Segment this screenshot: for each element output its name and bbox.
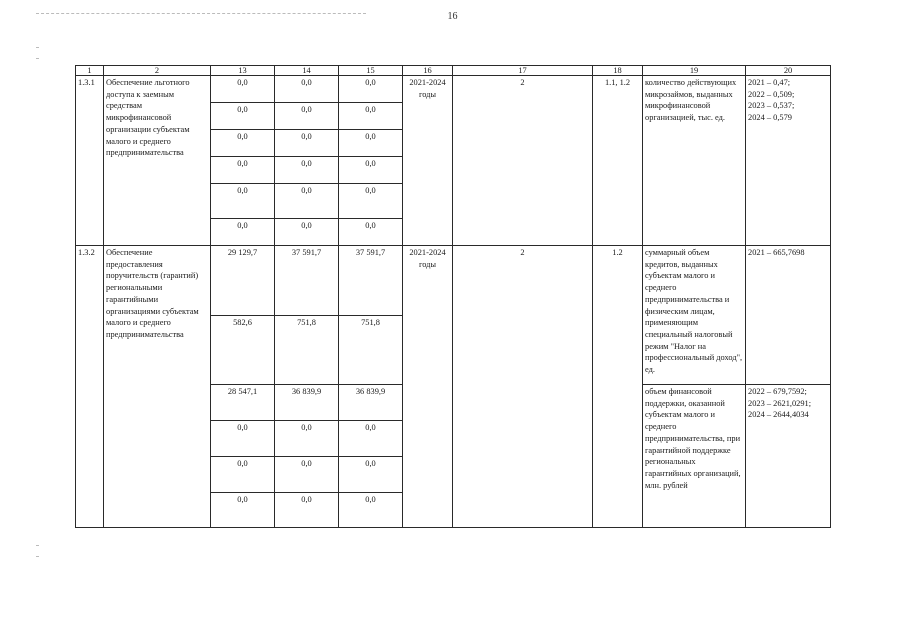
value-cell: 0,0 <box>339 421 403 457</box>
value-cell: 0,0 <box>339 493 403 528</box>
target-cell <box>746 246 831 385</box>
margin-mark <box>36 47 39 48</box>
value-cell: 0,0 <box>275 219 339 246</box>
value-cell: 0,0 <box>339 457 403 493</box>
table-row <box>76 76 831 103</box>
indicator-cell: суммарный объем кредитов, выданных субъектам малого и среднего предпринимательства и физическим лицам, применяющим специальный налоговый режим "Налог на профессиональный доход", ед. <box>643 246 746 385</box>
indicator-cell: количество действующих микрозаймов, выданных микрофинансовой организацией, тыс. ед. <box>643 76 746 246</box>
value-cell: 0,0 <box>211 130 275 157</box>
period-cell: 2021-2024 годы <box>403 246 453 528</box>
value-cell: 0,0 <box>339 76 403 103</box>
target-cell <box>746 76 831 246</box>
item-number: 1.3.2 <box>76 246 104 528</box>
value-cell: 751,8 <box>275 316 339 385</box>
value-cell: 0,0 <box>275 103 339 130</box>
col18-cell: 1.1, 1.2 <box>593 76 643 246</box>
margin-mark <box>36 545 39 546</box>
value-cell: 0,0 <box>275 184 339 219</box>
margin-mark <box>36 58 39 59</box>
value-cell: 0,0 <box>211 157 275 184</box>
col17-cell: 2 <box>453 246 593 528</box>
value-cell: 36 839,9 <box>275 385 339 421</box>
value-cell: 0,0 <box>275 421 339 457</box>
col18-cell: 1.2 <box>593 246 643 528</box>
target-value: 2022 – 679,7592; <box>748 387 807 396</box>
value-cell: 0,0 <box>339 130 403 157</box>
header-row <box>76 66 831 76</box>
table-row <box>76 246 831 316</box>
target-value: 2024 – 2644,4034 <box>748 410 809 420</box>
target-value: 2021 – 0,47; <box>748 78 791 87</box>
item-name: Обеспечение льготного доступа к заемным средствам микрофинансовой организации субъектам малого и среднего предпринимательства <box>104 76 211 246</box>
col17-cell: 2 <box>453 76 593 246</box>
target-cell <box>746 385 831 528</box>
value-cell: 0,0 <box>275 493 339 528</box>
value-cell: 0,0 <box>211 219 275 246</box>
value-cell: 0,0 <box>211 103 275 130</box>
period-cell: 2021-2024 годы <box>403 76 453 246</box>
value-cell: 36 839,9 <box>339 385 403 421</box>
value-cell: 37 591,7 <box>339 246 403 316</box>
value-cell: 0,0 <box>211 421 275 457</box>
header-cell: 14 <box>275 66 339 76</box>
value-cell: 0,0 <box>339 184 403 219</box>
program-table <box>75 65 831 528</box>
page-number: 16 <box>447 11 458 22</box>
value-cell: 0,0 <box>275 457 339 493</box>
header-cell: 1 <box>76 66 104 76</box>
value-cell: 582,6 <box>211 316 275 385</box>
value-cell: 0,0 <box>275 157 339 184</box>
header-cell: 19 <box>643 66 746 76</box>
header-cell: 17 <box>453 66 593 76</box>
value-cell: 37 591,7 <box>275 246 339 316</box>
scan-artifact-line <box>36 13 366 14</box>
header-cell: 15 <box>339 66 403 76</box>
item-number: 1.3.1 <box>76 76 104 246</box>
margin-mark <box>36 556 39 557</box>
header-cell: 16 <box>403 66 453 76</box>
target-value: 2023 – 2621,0291; <box>748 398 812 408</box>
value-cell: 28 547,1 <box>211 385 275 421</box>
header-cell: 20 <box>746 66 831 76</box>
header-cell: 18 <box>593 66 643 76</box>
value-cell: 0,0 <box>211 184 275 219</box>
header-cell: 13 <box>211 66 275 76</box>
value-cell: 0,0 <box>339 157 403 184</box>
target-value: 2021 – 665,7698 <box>748 248 805 257</box>
value-cell: 0,0 <box>211 457 275 493</box>
target-value: 2022 – 0,509; <box>748 89 795 99</box>
value-cell: 0,0 <box>275 130 339 157</box>
value-cell: 0,0 <box>211 76 275 103</box>
value-cell: 0,0 <box>211 493 275 528</box>
target-value: 2024 – 0,579 <box>748 113 792 123</box>
target-value: 2023 – 0,537; <box>748 101 795 111</box>
value-cell: 0,0 <box>275 76 339 103</box>
value-cell: 751,8 <box>339 316 403 385</box>
indicator-cell: объем финансовой поддержки, оказанной субъектам малого и среднего предпринимательства, при гарантийной поддержке региональных гарантийных организаций, млн. рублей <box>643 385 746 528</box>
item-name: Обеспечение предоставления поручительств (гарантий) региональными гарантийными организациями субъектам малого и среднего предпринимательства <box>104 246 211 528</box>
header-cell: 2 <box>104 66 211 76</box>
value-cell: 29 129,7 <box>211 246 275 316</box>
value-cell: 0,0 <box>339 219 403 246</box>
value-cell: 0,0 <box>339 103 403 130</box>
